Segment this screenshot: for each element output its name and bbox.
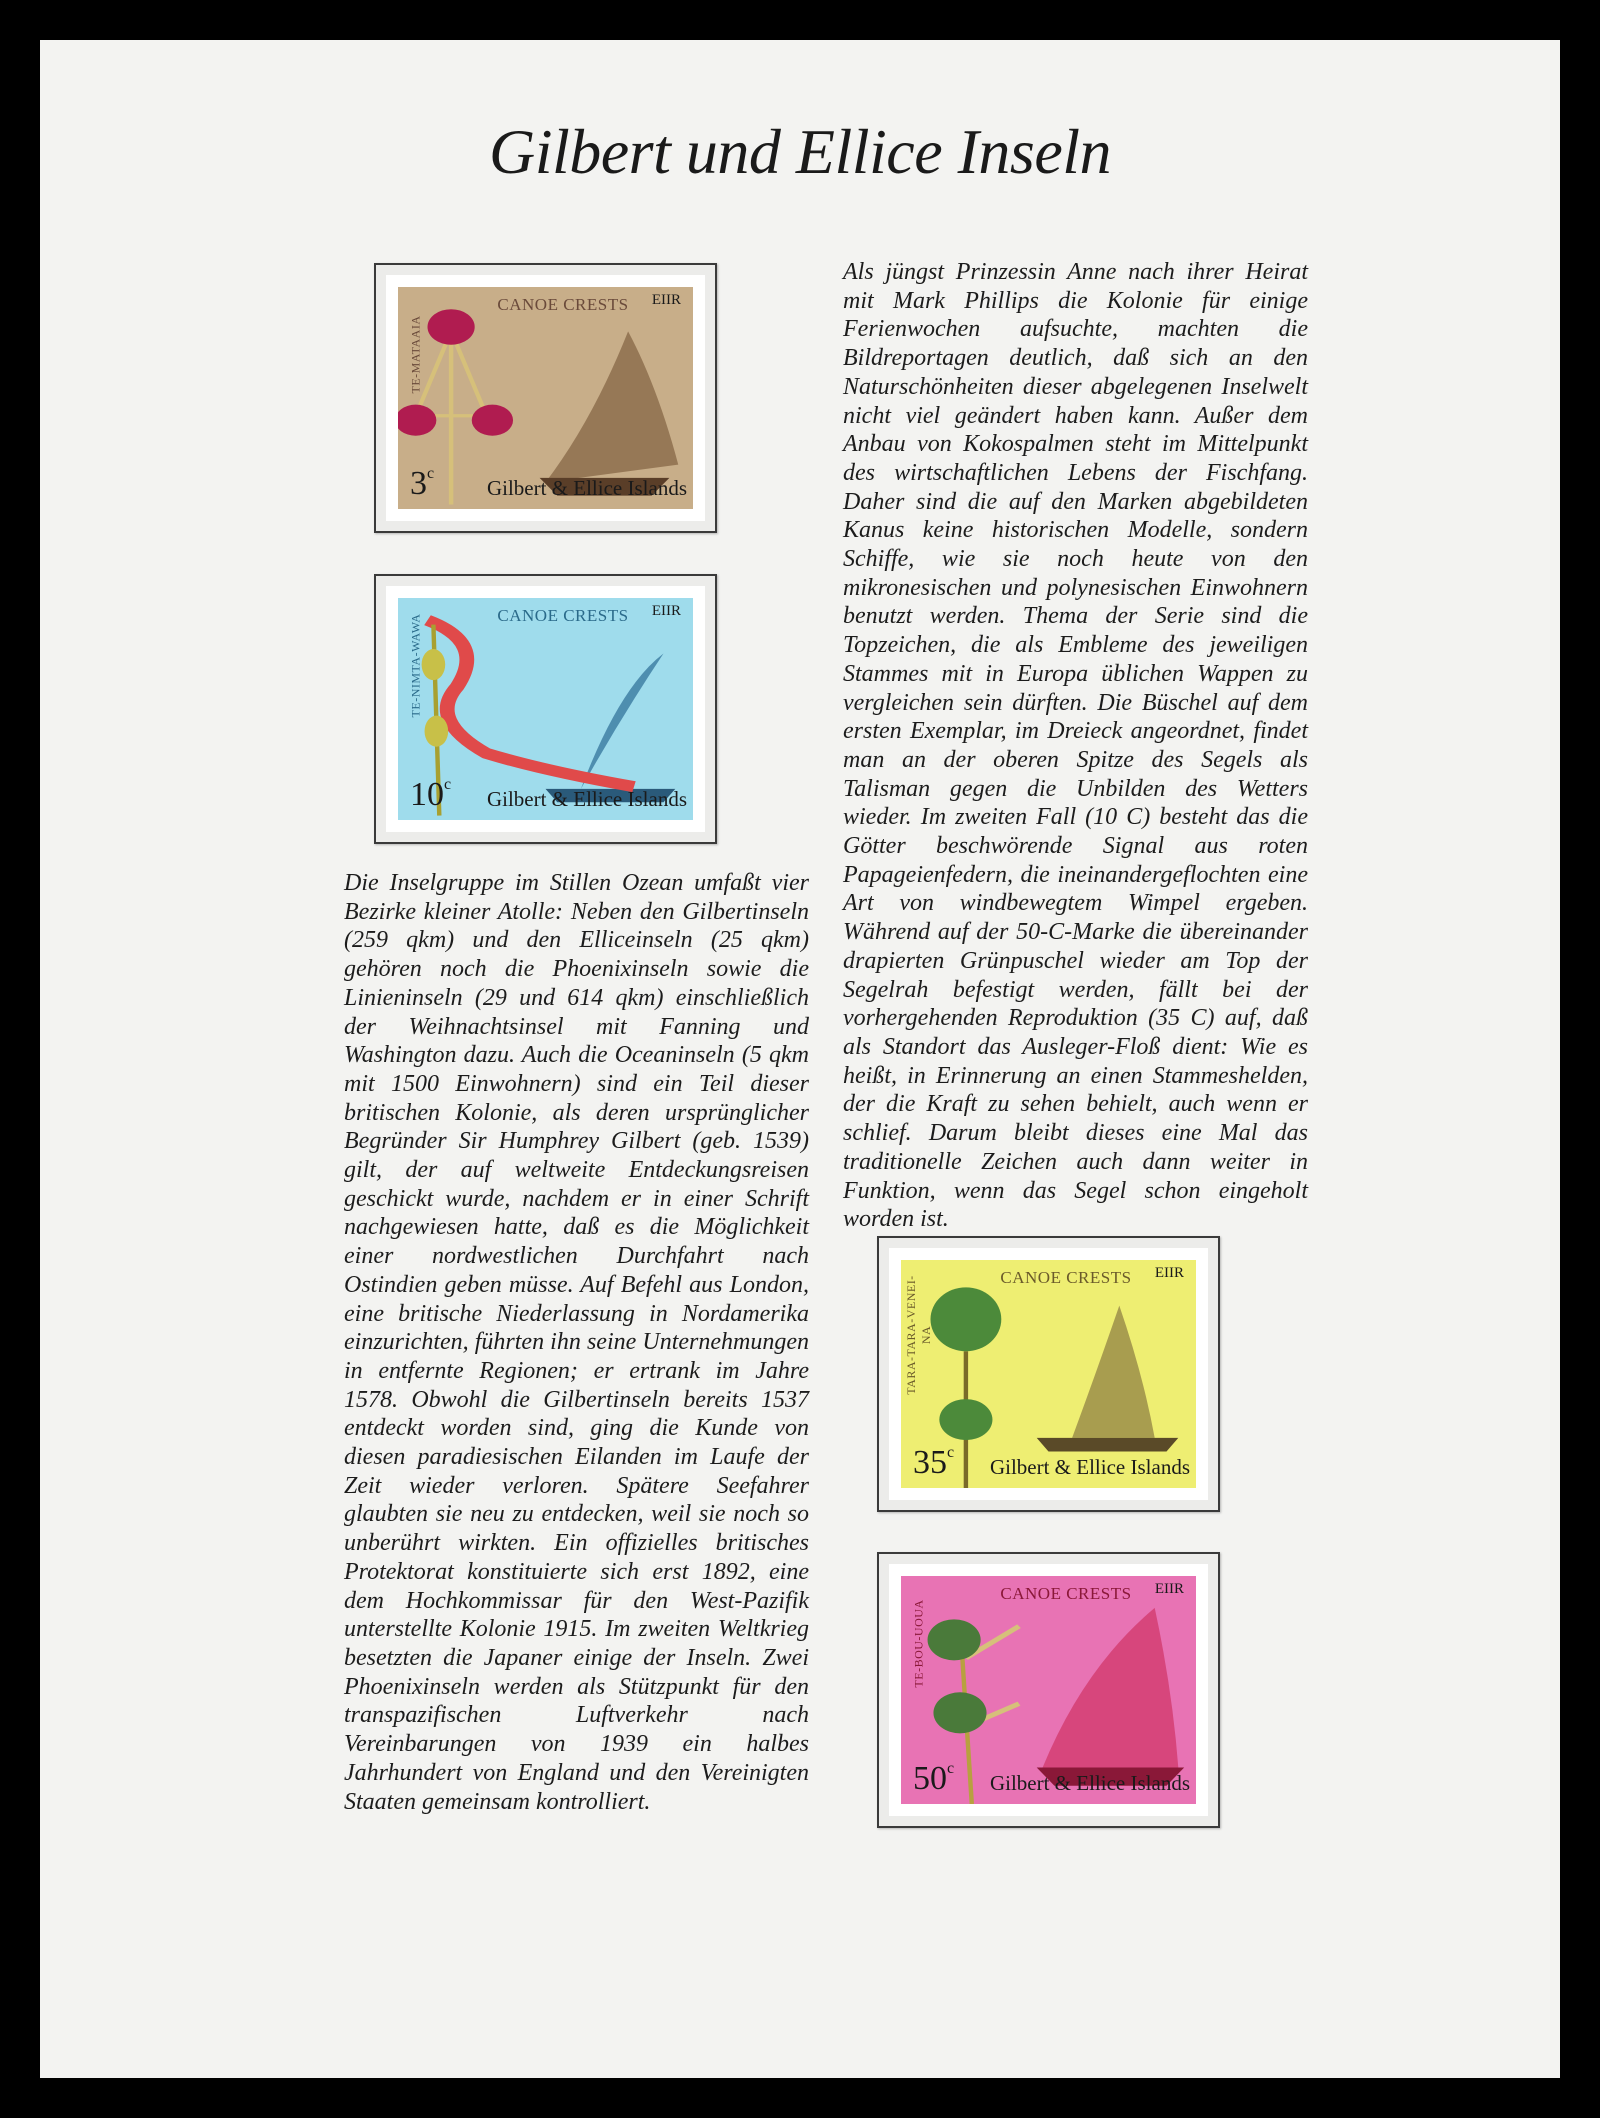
- stamp-side-label: TE-MATAAIA: [408, 315, 423, 394]
- stamp-country: Gilbert & Ellice Islands: [486, 787, 687, 811]
- stamp-value-number: 3: [410, 465, 427, 502]
- page-title: Gilbert und Ellice Inseln: [488, 116, 1112, 187]
- stamp-header: CANOE CRESTS: [1000, 1584, 1132, 1603]
- stamp-header: CANOE CRESTS: [1000, 1268, 1132, 1287]
- stamp-mount-50c: [877, 1552, 1220, 1828]
- stamp-mount-10c: [374, 574, 717, 844]
- royal-cypher: EIIR: [651, 603, 681, 619]
- description-left-column: Die Inselgruppe im Stillen Ozean umfaßt vier Bezirke kleiner Atolle: Neben den Gilbertinseln (259 qkm) und den Elliceinseln (25 qkm) gehören noch die Phoenixinseln sowie die Linieninseln (29 und 614 qkm) einschließlich der Weihnachtsinsel mit Fanning und Washington dazu. Auch die Oceaninseln (5 qkm mit 1500 Einwohnern) sind ein Teil dieser britischen Kolonie, als deren ursprünglicher Begründer Sir Humphrey Gilbert (geb. 1539) gilt, der auf weltweite Entdeckungsreisen geschickt wurde, nachdem er in einer Schrift nachgewiesen hatte, daß es die Möglichkeit einer nordwestlichen Durchfahrt nach Ostindien geben müsse. Auf Befehl aus London, eine britische Niederlassung in Nordamerika einzurichten, führten ihn seine Unternehmungen in entfernte Regionen; er ertrank im Jahre 1578. Obwohl die Gilbertinseln bereits 1537 entdeckt worden sind, ging die Kunde von diesen paradiesischen Eilanden im Laufe der Zeit wieder verloren. Spätere Seefahrer glaubten sie neu zu entdecken, weil sie noch so unberührt wirkten. Ein offizielles britisches Protektorat konstituierte sich erst 1892, eine dem Hochkommissar für den West-Pazifik unterstellte Kolonie 1915. Im zweiten Weltkrieg besetzten die Japaner einige der Inseln. Zwei Phoenixinseln werden als Stützpunkt für den transpazifischen Luftverkehr nach Vereinbarungen von 1939 ein halbes Jahrhundert von England und den Vereinigten Staaten gemeinsam kontrolliert.: [344, 870, 809, 1815]
- stamp-10c: [386, 586, 705, 832]
- stamp-3c: [386, 275, 705, 521]
- stamp-art-10c: [398, 598, 693, 820]
- stamp-value-unit: c: [444, 776, 452, 793]
- stamp-value: [913, 1760, 954, 1798]
- stamp-mount-35c: [877, 1236, 1220, 1512]
- crest-pompom-icon: [428, 309, 475, 345]
- stamp-50c: [889, 1564, 1208, 1816]
- stamp-art-35c: [901, 1260, 1196, 1488]
- stamp-side-label: TARA-TARA-VENEI-NA: [904, 1275, 933, 1395]
- stamp-value: [410, 465, 434, 503]
- royal-cypher: EIIR: [651, 292, 681, 308]
- royal-cypher: EIIR: [1154, 1581, 1184, 1597]
- stamp-value-unit: c: [947, 1444, 955, 1461]
- stamp-value-number: 35: [913, 1444, 947, 1481]
- stamp-header: CANOE CRESTS: [497, 606, 629, 625]
- crest-pompom-icon: [472, 405, 513, 436]
- stamp-value: [913, 1444, 954, 1482]
- stamp-country: Gilbert & Ellice Islands: [989, 1455, 1190, 1479]
- stamp-side-label: TE-BOU-UOUA: [911, 1599, 926, 1688]
- royal-cypher: EIIR: [1154, 1265, 1184, 1281]
- stamp-header: CANOE CRESTS: [497, 295, 629, 314]
- stamp-country: Gilbert & Ellice Islands: [486, 476, 687, 500]
- stamp-art-50c: [901, 1576, 1196, 1804]
- stamp-35c: [889, 1248, 1208, 1500]
- stamp-value-number: 50: [913, 1760, 947, 1797]
- stamp-country: Gilbert & Ellice Islands: [989, 1771, 1190, 1795]
- description-right-column: Als jüngst Prinzessin Anne nach ihrer Heirat mit Mark Phillips die Kolonie für einige Ferienwochen aufsuchte, machten die Bildreportagen deutlich, daß sich an den Naturschönheiten dieser abgelegenen Inselwelt nicht viel geändert haben kann. Außer dem Anbau von Kokospalmen steht im Mittelpunkt des wirtschaftlichen Lebens der Fischfang. Daher sind die auf den Marken abgebildeten Kanus keine historischen Modelle, sondern Schiffe, wie sie noch heute von den mikronesischen und polynesischen Einwohnern benutzt werden. Thema der Serie sind die Topzeichen, die als Embleme des jeweiligen Stammes mit in Europa üblichen Wappen zu vergleichen sein dürften. Die Büschel auf dem ersten Exemplar, im Dreieck angeordnet, findet man an der oberen Spitze des Segels als Talisman gegen die Unbilden des Wetters wieder. Im zweiten Fall (10 C) besteht das die Götter beschwörende Signal aus roten Papageienfedern, die ineinandergeflochten eine Art von windbewegtem Wimpel ergeben. Während auf der 50-C-Marke die übereinander drapierten Grünpuschel wieder am Top der Segelrah befestigt werden, fällt bei der vorhergehenden Reproduktion (35 C) auf, daß als Standort das Ausleger-Floß dient: Wie es heißt, in Erinnerung an einen Stammeshelden, der die Kraft zu sehen behielt, auch wenn er schlief. Darum bleibt dieses eine Mal das traditionelle Zeichen auch dann weiter in Funktion, wenn das Segel schon eingeholt worden ist.: [843, 259, 1308, 1233]
- stamp-mount-3c: [374, 263, 717, 533]
- stamp-value-number: 10: [410, 776, 444, 813]
- stamp-value: [410, 776, 451, 814]
- stamp-art-3c: [398, 287, 693, 509]
- stamp-side-label: TE-NIMTA-WAWA: [408, 613, 423, 718]
- stamp-value-unit: c: [947, 1760, 955, 1777]
- stamp-value-unit: c: [427, 465, 435, 482]
